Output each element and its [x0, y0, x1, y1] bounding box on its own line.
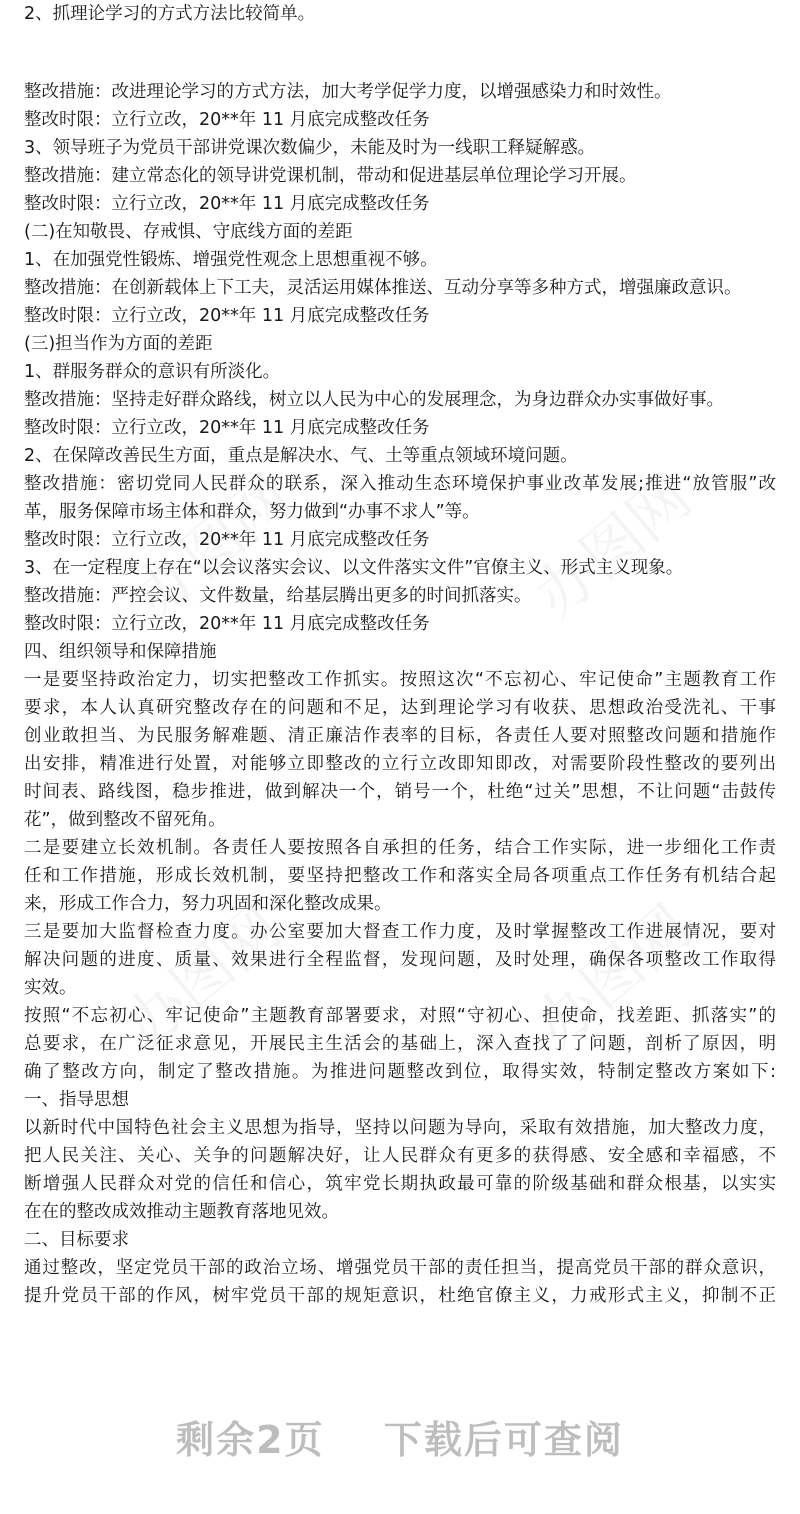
- text-line: 2、抓理论学习的方式方法比较简单。: [24, 4, 316, 24]
- text-line: 整改措施：严控会议、文件数量，给基层腾出更多的时间抓落实。: [24, 586, 532, 606]
- download-to-view-label: 下载后可查阅: [383, 1418, 624, 1462]
- text-line: 任和工作措施，形成长效机制，要坚持把整改工作和落实全局各项重点工作任务有机结合起: [24, 866, 776, 886]
- text-line: 整改时限：立行立改，20**年 11 月底完成整改任务: [24, 530, 430, 550]
- text-line: 二、目标要求: [24, 1230, 129, 1250]
- text-line: 1、在加强党性锻炼、增强党性观念上思想重视不够。: [24, 250, 438, 270]
- text-line: 来，形成工作合力，努力巩固和深化整改成果。: [24, 894, 392, 914]
- text-line: 二是要建立长效机制。各责任人要按照各自承担的任务，结合工作实际，进一步细化工作责: [24, 838, 776, 858]
- text-line: 花”，做到整改不留死角。: [24, 810, 226, 830]
- text-line: 整改措施：密切党同人民群众的联系，深入推动生态环境保护事业改革发展;推进“放管服”改: [24, 474, 776, 494]
- text-line: 整改时限：立行立改，20**年 11 月底完成整改任务: [24, 306, 430, 326]
- text-line: 三是要加大监督检查力度。办公室要加大督查工作力度，及时掌握整改工作进展情况，要对: [24, 922, 776, 942]
- text-line: 以新时代中国特色社会主义思想为指导，坚持以问题为导向，采取有效措施，加大整改力度，: [24, 1118, 776, 1138]
- download-prompt[interactable]: [0, 1409, 800, 1469]
- text-line: 提升党员干部的作风，树牢党员干部的规矩意识，杜绝官僚主义，力戒形式主义，抑制不正: [24, 1286, 776, 1306]
- text-line: 革，服务保障市场主体和群众，努力做到“办事不求人”等。: [24, 502, 480, 522]
- text-line: 整改时限：立行立改，20**年 11 月底完成整改任务: [24, 614, 430, 634]
- text-line: 一是要坚持政治定力，切实把整改工作抓实。按照这次“不忘初心、牢记使命”主题教育工作: [24, 670, 776, 690]
- text-line: 整改措施：在创新载体上下工夫，灵活运用媒体推送、互动分享等多种方式，增强廉政意识。: [24, 278, 742, 298]
- text-line: 整改时限：立行立改，20**年 11 月底完成整改任务: [24, 418, 430, 438]
- text-line: 整改措施：建立常态化的领导讲党课机制，带动和促进基层单位理论学习开展。: [24, 166, 637, 186]
- text-line: 解决问题的进度、质量、效果进行全程监督，发现问题，及时处理，确保各项整改工作取得: [24, 950, 776, 970]
- text-line: 按照“不忘初心、牢记使命”主题教育部署要求，对照“守初心、担使命，找差距、抓落实”的: [24, 1006, 776, 1026]
- text-line: 2、在保障改善民生方面，重点是解决水、气、土等重点领域环境问题。: [24, 446, 578, 466]
- text-line: 通过整改，坚定党员干部的政治立场、增强党员干部的责任担当，提高党员干部的群众意识，: [24, 1258, 776, 1278]
- text-line: 实效。: [24, 978, 77, 998]
- text-line: 整改时限：立行立改，20**年 11 月底完成整改任务: [24, 194, 430, 214]
- text-line: 把人民关注、关心、关争的问题解决好，让人民群众有更多的获得感、安全感和幸福感，不: [24, 1146, 776, 1166]
- text-line: 四、组织领导和保障措施: [24, 642, 217, 662]
- text-line: (二)在知敬畏、存戒惧、守底线方面的差距: [24, 222, 353, 242]
- text-line: 创业敢担当、为民服务解难题、清正廉洁作表率的目标，各责任人要对照整改问题和措施作: [24, 726, 776, 746]
- text-line: (三)担当作为方面的差距: [24, 334, 213, 354]
- text-line: 总要求，在广泛征求意见，开展民主生活会的基础上，深入查找了了问题，剖析了原因，明: [24, 1034, 776, 1054]
- text-line: 整改时限：立行立改，20**年 11 月底完成整改任务: [24, 110, 430, 130]
- text-line: 1、群服务群众的意识有所淡化。: [24, 362, 281, 382]
- text-line: 出安排，精准进行处置，对能够立即整改的立行立改即知即改，对需要阶段性整改的要列出: [24, 754, 776, 774]
- text-line: 一、指导思想: [24, 1090, 129, 1110]
- text-line: 整改措施：坚持走好群众路线，树立以人民为中心的发展理念，为身边群众办实事做好事。: [24, 390, 724, 410]
- text-line: 要求，本人认真研究整改存在的问题和不足，达到理论学习有收获、思想政治受洗礼、干事: [24, 698, 776, 718]
- text-line: 整改措施：改进理论学习的方式方法，加大考学促学力度，以增强感染力和时效性。: [24, 82, 672, 102]
- text-line: 时间表、路线图，稳步推进，做到解决一个，销号一个，杜绝“过关”思想，不让问题“击鼓传: [24, 782, 776, 802]
- text-line: 确了整改方向，制定了整改措施。为推进问题整改到位，取得实效，特制定整改方案如下:: [24, 1062, 776, 1082]
- text-line: 在在的整改成效推动主题教育落地见效。: [24, 1202, 339, 1222]
- remaining-pages-label: 剩余2页: [176, 1418, 325, 1462]
- text-line: 3、在一定程度上存在“以会议落实会议、以文件落实文件”官僚主义、形式主义现象。: [24, 558, 684, 578]
- text-line: 断增强人民群众对党的信任和信心，筑牢党长期执政最可靠的阶级基础和群众根基，以实实: [24, 1174, 776, 1194]
- text-line: 3、领导班子为党员干部讲党课次数偏少，未能及时为一线职工释疑解惑。: [24, 138, 596, 158]
